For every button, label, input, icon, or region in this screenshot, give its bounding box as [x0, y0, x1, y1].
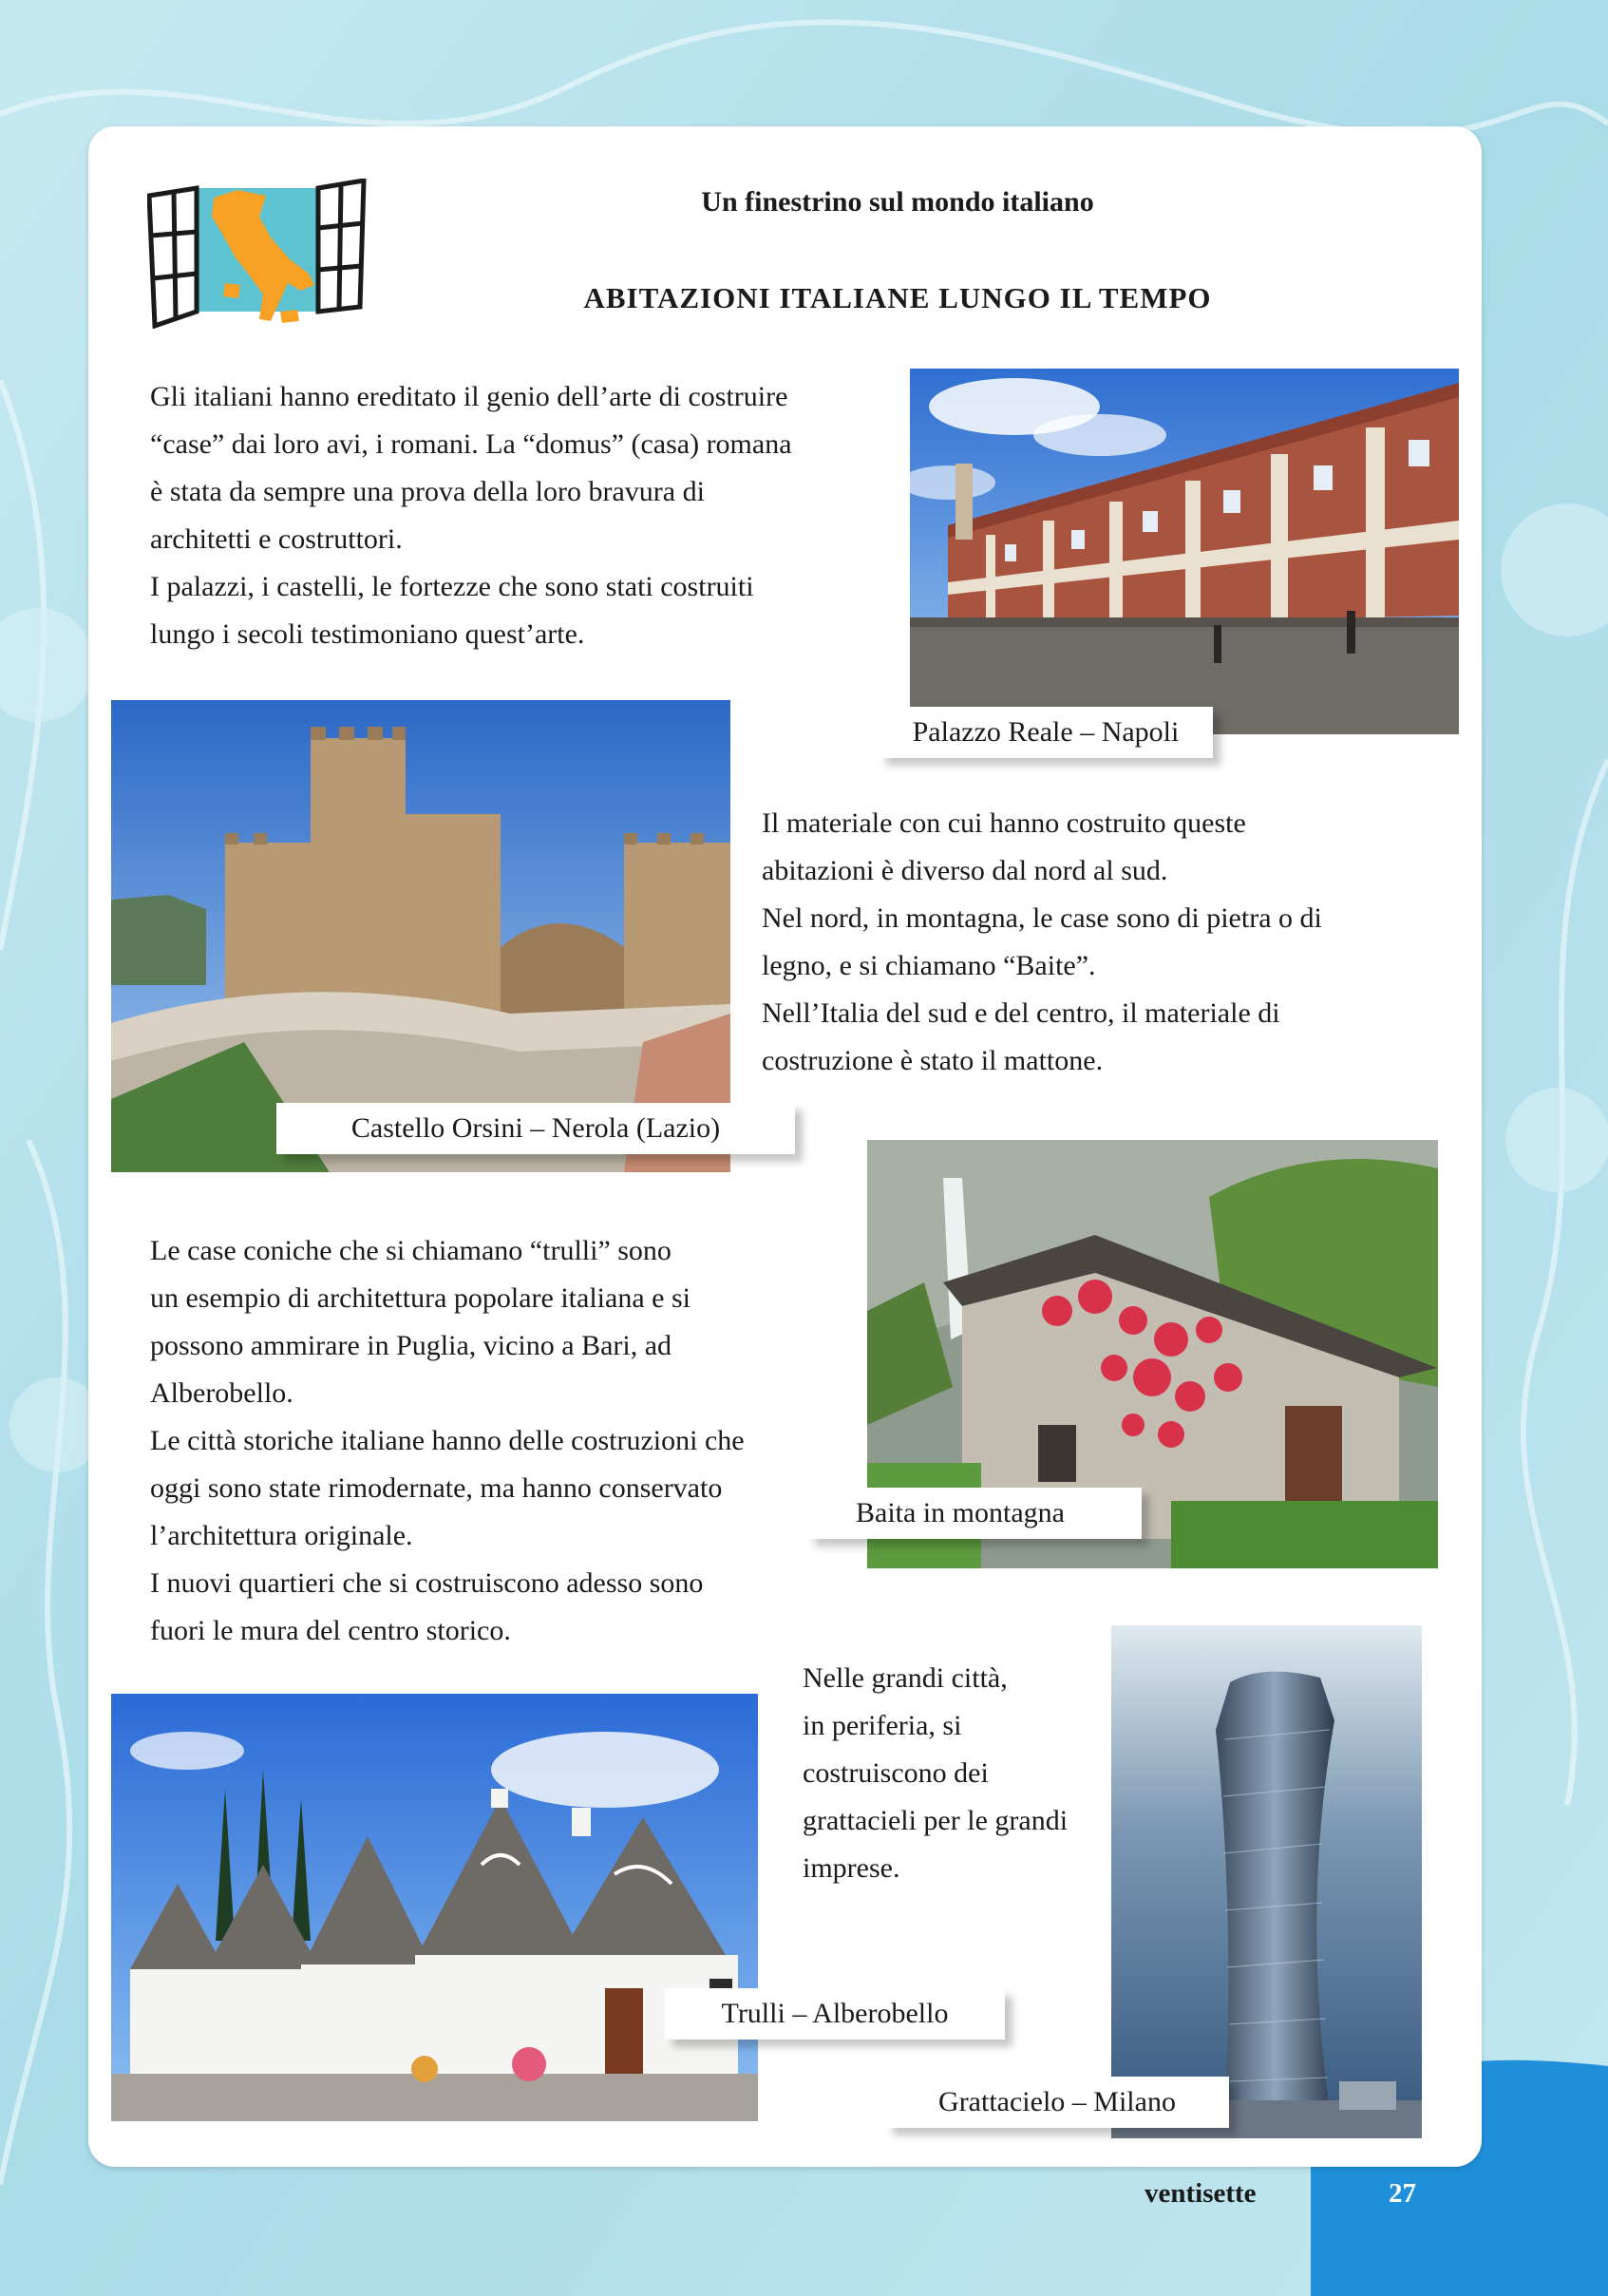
text-line: legno, e si chiamano “Baite”. [762, 950, 1096, 981]
paragraph-grattacieli [803, 1655, 1068, 1892]
page-number-word: ventisette [1145, 2178, 1257, 2209]
text-line: Le case coniche che si chiamano “trulli” sono [150, 1235, 672, 1266]
text-line: l’architettura originale. [150, 1520, 413, 1551]
paragraph-materials [762, 800, 1322, 1085]
page-title: ABITAZIONI ITALIANE LUNGO IL TEMPO [583, 281, 1212, 314]
caption-baita [807, 1488, 1142, 1539]
text-line: Le città storiche italiane hanno delle costruzioni che [150, 1425, 745, 1456]
text-line: in periferia, si [803, 1710, 962, 1741]
caption-castello: Castello Orsini – Nerola (Lazio) [276, 1103, 795, 1154]
text-line: Nell’Italia del sud e del centro, il materiale di [762, 997, 1280, 1029]
text-line: costruiscono dei [803, 1757, 989, 1789]
text-line: architetti e costruttori. [150, 523, 403, 555]
text-line: oggi sono state rimodernate, ma hanno conservato [150, 1472, 723, 1504]
caption-palazzo: Palazzo Reale – Napoli [879, 707, 1213, 758]
text-line: costruzione è stato il mattone. [762, 1045, 1104, 1076]
text-line: “case” dai loro avi, i romani. La “domus” (casa) romana [150, 428, 792, 460]
caption-grattacielo: Grattacielo – Milano [885, 2077, 1229, 2128]
text-line: è stata da sempre una prova della loro bravura di [150, 476, 705, 507]
trulli-photo [111, 1694, 758, 2121]
text-line: possono ammirare in Puglia, vicino a Bari, ad [150, 1330, 672, 1361]
text-line: Nelle grandi città, [803, 1662, 1008, 1694]
text-line: Alberobello. [150, 1377, 293, 1409]
text-line: abitazioni è diverso dal nord al sud. [762, 855, 1168, 886]
text-line: imprese. [803, 1852, 900, 1884]
palazzo-reale-photo [910, 369, 1459, 734]
text-line: un esempio di architettura popolare italiana e si [150, 1282, 690, 1314]
text-line: Nel nord, in montagna, le case sono di pietra o di [762, 902, 1322, 934]
text-line: lungo i secoli testimoniano quest’arte. [150, 618, 585, 650]
text-line: Gli italiani hanno ereditato il genio dell’arte di costruire [150, 381, 788, 412]
text-line: grattacieli per le grandi [803, 1805, 1069, 1836]
paragraph-trulli [150, 1227, 745, 1655]
text-line: fuori le mura del centro storico. [150, 1615, 511, 1646]
caption-baita-text: Baita in montagna [856, 1497, 1065, 1528]
text-line: I palazzi, i castelli, le fortezze che sono stati costruiti [150, 571, 754, 602]
text-line: I nuovi quartieri che si costruiscono adesso sono [150, 1567, 704, 1599]
grattacielo-photo [1111, 1625, 1422, 2138]
castello-orsini-photo [111, 700, 730, 1172]
page-number: 27 [1389, 2178, 1416, 2209]
paragraph-intro [150, 373, 792, 658]
italy-window-icon [147, 179, 368, 329]
text-line: Il materiale con cui hanno costruito queste [762, 807, 1246, 839]
caption-trulli: Trulli – Alberobello [665, 1988, 1005, 2040]
page-subtitle: Un finestrino sul mondo italiano [701, 186, 1094, 218]
